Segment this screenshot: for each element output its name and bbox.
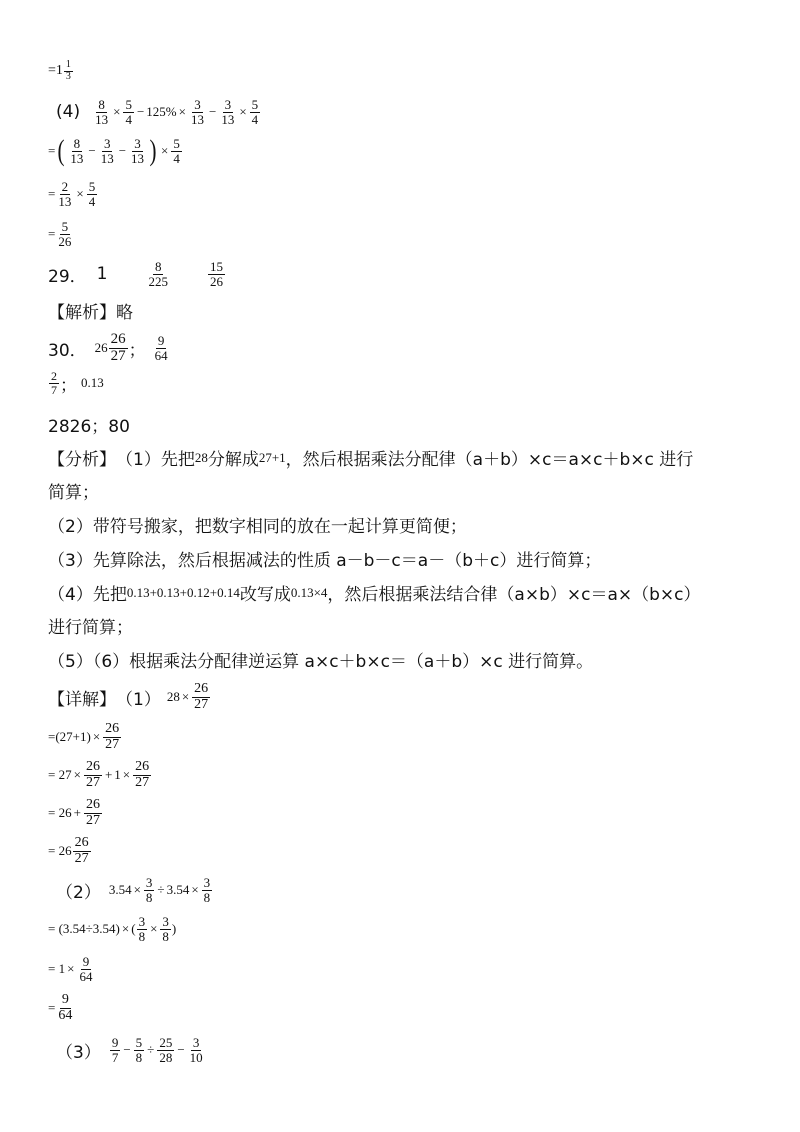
answer-fraction: $\frac{8}{225}$ <box>148 259 168 289</box>
detail-line: （3） $\frac{9}{7}$ − $\frac{5}{8}$ ÷ $\frac{25}{28}$ − $\frac{3}{10}$ <box>56 1035 203 1065</box>
analysis-line: （3）先算除法，然后根据减法的性质 a－b－c＝a－（b＋c）进行简算； <box>48 551 602 571</box>
answer-fraction: $\frac{9}{64}$ <box>154 333 168 363</box>
detail-line: 【详解】 （1） 28 × $\frac{26}{27}$ <box>48 681 209 712</box>
analysis-label: 【分析】 <box>48 450 116 470</box>
step-line <box>48 60 74 82</box>
analysis-line: 进行简算； <box>48 618 133 638</box>
question-number: 29． <box>48 266 87 287</box>
problem-4-expression: (4) $\frac{8}{13}$ × $\frac{5}{4}$ − 125% × $\frac{3}{13}$ − $\frac{3}{13}$ × $\frac{5}{4}$ <box>56 97 259 127</box>
answer: 1 <box>96 264 108 285</box>
step-line: = ( $\frac{8}{13}$ − $\frac{3}{13}$ − $\frac{3}{13}$ ) × $\frac{5}{4}$ <box>48 134 180 167</box>
step-line: = $\frac{5}{26}$ <box>48 219 72 249</box>
step-line: = 27 × $\frac{26}{27}$ + 1 × $\frac{26}{27}$ <box>48 759 150 790</box>
mixed-number: 26 $\frac{26}{27}$ <box>94 331 126 364</box>
step-line: = (3.54÷3.54) × ( $\frac{3}{8}$ × $\frac{3}{8}$ ) <box>48 914 177 944</box>
step-line: = 26 $\frac{26}{27}$ <box>48 835 89 866</box>
analysis-line <box>48 298 133 323</box>
step-line: = $\frac{9}{64}$ <box>48 992 73 1023</box>
answer-value: 0.13 <box>81 375 104 391</box>
step-prefix: =1 <box>48 63 63 78</box>
analysis-line: 【分析】 （1）先把 28 分解成 27+1 ，然后根据乘法分配律（a＋b）×c＝a×c＋b×c 进行 <box>48 445 693 470</box>
problem-label: (4) <box>56 102 81 123</box>
step-line: =(27+1) × $\frac{26}{27}$ <box>48 721 120 752</box>
analysis-line: （4）先把 0.13+0.13+0.12+0.14 改写成 0.13×4 ，然后根据乘法结合律（a×b）×c＝a×（b×c） <box>48 584 701 605</box>
analysis-line: （2）带符号搬家，把数字相同的放在一起计算更简便； <box>48 517 467 537</box>
answer-line: $\frac{2}{7}$ ； 0.13 <box>51 369 104 397</box>
fraction: $\frac{1}{3}$ <box>65 59 71 82</box>
step-line: = $\frac{2}{13}$ × $\frac{5}{4}$ <box>48 179 96 209</box>
step-line: = 1 × $\frac{9}{64}$ <box>48 954 93 984</box>
step-line: = 26 + $\frac{26}{27}$ <box>48 797 100 828</box>
analysis-text: 略 <box>116 303 133 323</box>
question-29-answers <box>48 260 226 288</box>
answer-line: 2826；80 <box>48 417 130 437</box>
question-30-answers: 30． 26 $\frac{26}{27}$ ； $\frac{9}{64}$ <box>48 332 171 365</box>
analysis-line: （5）（6）根据乘法分配律逆运算 a×c＋b×c＝（a＋b）×c 进行简算。 <box>48 652 594 672</box>
detail-label: 【详解】 <box>48 689 116 710</box>
answer-fraction: $\frac{15}{26}$ <box>209 259 223 289</box>
analysis-label: 【解析】 <box>48 303 116 323</box>
analysis-line: 简算； <box>48 483 99 503</box>
question-number: 30． <box>48 340 87 361</box>
detail-line: （2） 3.54 × $\frac{3}{8}$ ÷ 3.54 × $\frac{3}{8}$ <box>56 875 211 905</box>
